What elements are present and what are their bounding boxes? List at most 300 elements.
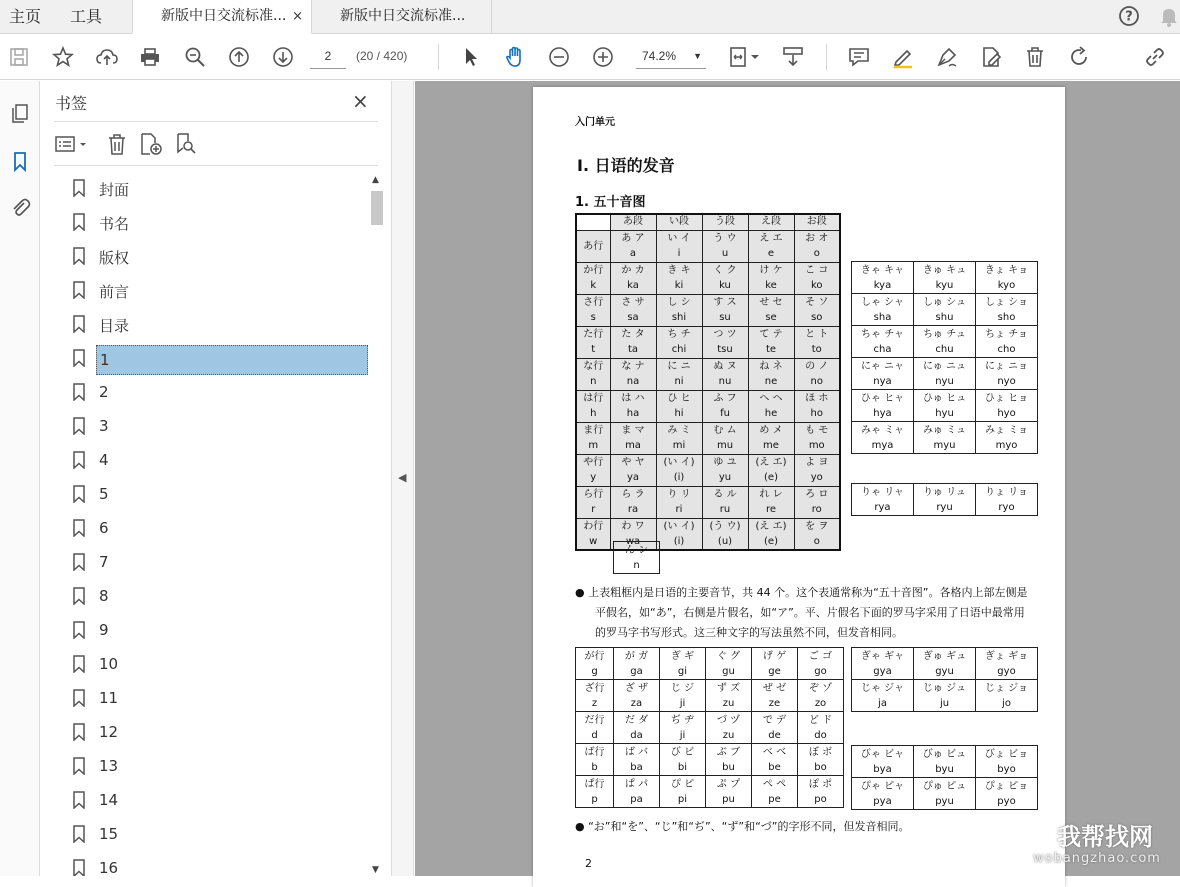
kana-cell [748,262,794,294]
romaji-text: he [764,408,778,419]
bookmark-label: 3 [99,417,109,435]
kana-cell [660,744,706,776]
romaji-text: bi [677,761,688,773]
romaji-text: o [813,535,820,547]
hand-tool-icon[interactable] [500,42,530,72]
romaji-text: nyu [935,375,954,387]
kana-cell [914,484,976,516]
kana-cell [660,648,706,680]
bookmark-item[interactable] [68,205,368,239]
romaji-text: ne [764,376,778,387]
kana-text: きゅ キュ [922,264,967,276]
panel-title: 书签 [55,94,88,113]
bookmark-item[interactable] [68,817,368,851]
print-icon[interactable] [135,42,165,72]
kana-cell [576,648,614,680]
bookmark-label: 16 [99,859,119,876]
romaji-text: zo [814,697,827,709]
bookmark-item[interactable] [68,171,368,205]
kana-cell [706,648,752,680]
yoon-handakuon-table [851,745,1038,810]
delete-icon[interactable] [1020,42,1050,72]
table-row [576,326,840,358]
kana-cell [914,422,976,454]
kana-cell [914,390,976,422]
romaji-text: pu [722,793,735,805]
kana-text: ぜ ゼ [762,682,787,694]
bookmark-item[interactable] [68,443,368,477]
bookmark-list [40,171,368,876]
romaji-text: be [768,761,781,773]
kana-text: す ス [713,297,737,308]
romaji-text: mya [871,439,894,451]
romaji-text: pyo [997,795,1016,807]
kana-cell [752,712,798,744]
romaji-text: (e) [764,472,778,483]
romaji-text: pi [677,793,688,805]
scroll-up-icon[interactable]: ▲ [372,175,379,185]
bookmark-label: 14 [99,791,119,809]
scroll-mode-icon[interactable] [778,42,808,72]
kana-text: ほ ホ [805,393,829,404]
bookmark-item[interactable] [68,647,368,681]
cloud-upload-icon[interactable] [92,42,122,72]
romaji-text: ho [810,408,823,419]
bookmark-label: 5 [99,485,109,503]
kana-text: か行 [583,265,604,276]
kana-cell [656,358,702,390]
kana-text: ね ネ [759,361,783,372]
kana-text: みゅ ミュ [923,424,966,436]
kana-text: (う ウ) [709,520,741,532]
romaji-text: gyu [935,665,954,677]
kana-cell [852,326,914,358]
kana-text: わ行 [583,520,604,532]
new-bookmark-icon[interactable] [138,131,164,157]
kana-cell [914,680,976,712]
bookmark-item[interactable] [68,579,368,613]
kana-text: ぎゃ ギャ [860,650,905,662]
kana-cell [702,358,748,390]
share-link-icon[interactable] [1140,42,1170,72]
panel-splitter[interactable] [392,81,414,876]
romaji-text: p [591,793,598,805]
romaji-text: nu [718,376,732,387]
kana-cell [656,518,702,550]
kana-text: な行 [583,361,604,372]
fit-page-icon[interactable] [724,42,764,72]
kana-cell [702,454,748,486]
bell-icon[interactable] [1158,5,1180,27]
kana-cell [852,358,914,390]
kana-text: ぴゃ ピャ [860,780,905,792]
tab-close-icon[interactable]: × [292,9,303,24]
kana-text: そ ソ [805,297,829,308]
kana-cell [656,486,702,518]
kana-cell [656,262,702,294]
romaji-text: kya [873,279,892,291]
romaji-text: pa [630,793,643,805]
kana-text: ぺ ペ [762,778,787,790]
kana-text: ふ フ [713,393,737,404]
table-row [576,776,844,808]
kana-text: た行 [583,329,604,340]
kana-cell [576,358,610,390]
kana-text: ひょ ヒョ [984,392,1029,404]
kana-text: う ウ [713,233,737,244]
kana-cell [660,776,706,808]
romaji-text: bo [814,761,827,773]
page-number: 2 [585,857,592,870]
kana-text: みゃ ミャ [861,424,904,436]
kana-cell [976,648,1038,680]
bookmark-icon [72,655,86,677]
romaji-text: nyo [997,375,1016,387]
romaji-text: rya [874,501,891,513]
kana-text: ゆ ユ [713,457,737,468]
kana-cell [752,776,798,808]
romaji-text: n [590,376,597,387]
kana-cell [794,422,840,454]
romaji-text: po [814,793,827,805]
pages-icon[interactable] [6,99,34,127]
kana-text: にゃ ニャ [861,360,904,372]
bookmark-item[interactable] [68,851,368,876]
edit-document-icon[interactable] [976,42,1006,72]
kana-cell [748,454,794,486]
kana-text: ろ ロ [805,489,829,500]
kana-cell [976,680,1038,712]
romaji-text: su [719,312,731,323]
kana-text: る ル [713,489,737,500]
kana-text: しゃ シャ [861,296,904,308]
romaji-text: myu [933,439,956,451]
bookmark-label: 6 [99,519,109,537]
comment-icon[interactable] [844,42,874,72]
romaji-text: ju [939,697,950,709]
bookmark-item[interactable] [68,273,368,307]
zoom-out-icon[interactable] [544,42,574,72]
kana-text: ひゅ ヒュ [922,392,967,404]
kana-text: た タ [621,329,645,340]
kana-text: (え エ) [755,520,787,532]
bookmark-item[interactable] [68,749,368,783]
panel-scrollbar[interactable] [369,175,385,875]
bookmark-item[interactable] [68,681,368,715]
page-up-icon[interactable] [224,42,254,72]
kana-cell [976,484,1038,516]
romaji-text: y [590,472,597,483]
note-line: 的罗马字书写形式。这三种文字的写法虽然不同，但发音相同。 [595,626,903,639]
romaji-text: fu [720,408,730,419]
watermark-url: wobangzhao.com [1033,851,1161,866]
kana-text: へ ヘ [759,393,783,404]
divider [54,165,378,166]
scroll-down-icon[interactable]: ▼ [372,865,379,875]
highlight-icon[interactable] [888,42,918,72]
bookmark-item[interactable] [68,613,368,647]
tab-document-1[interactable] [132,0,312,34]
kana-text: こ コ [805,265,829,276]
kana-text: だ行 [584,714,605,726]
kana-cell [656,294,702,326]
document-view[interactable] [415,81,1180,876]
zoom-level-value: 74.2% [642,49,677,63]
kana-cell [852,294,914,326]
kana-cell [914,778,976,810]
kana-text: で デ [762,714,787,726]
romaji-text: sho [997,311,1016,323]
menu-tools[interactable]: 工具 [70,7,103,26]
romaji-text: gyo [997,665,1016,677]
table-row [852,746,1038,778]
note-line: 平假名，如“あ”，右侧是片假名，如“ア”。平、片假名下面的罗马字采用了日语中最常用 [595,606,1025,619]
romaji-text: r [591,504,596,515]
watermark-text: 我帮找网 [1057,823,1153,851]
bookmark-panel-icon[interactable] [6,147,34,175]
romaji-text: yo [810,472,823,483]
romaji-text: m [588,440,599,451]
kana-text: つ ツ [713,329,737,340]
table-row [852,484,1038,516]
table-row [576,230,840,262]
kana-cell [702,230,748,262]
kana-cell [794,518,840,550]
kana-text: (い イ) [663,520,695,532]
kana-text: を ヲ [805,520,829,532]
bookmark-label: 封面 [99,181,130,199]
romaji-text: a [629,248,637,259]
bookmark-options-icon[interactable] [54,131,90,157]
bookmark-icon [72,247,86,269]
kana-cell [852,778,914,810]
table-row [852,648,1038,680]
bookmark-icon [72,315,86,337]
kana-cell [914,358,976,390]
bookmark-label: 2 [99,383,109,401]
kana-cell [976,778,1038,810]
romaji-text: ku [719,280,731,291]
kana-text: ぬ ヌ [713,361,737,372]
kana-text: て テ [759,329,783,340]
zoom-level-select[interactable] [636,43,706,69]
select-pointer-icon[interactable] [456,42,486,72]
romaji-text: kyo [997,279,1016,291]
romaji-text: sa [627,312,639,323]
pdf-page [533,87,1065,887]
bookmark-item[interactable] [68,545,368,579]
kana-text: ぱ パ [624,778,649,790]
note-line: ● 上表粗框内是日语的主要音节，共 44 个。这个表通常称为“五十音图”。各格内上部左侧是 [575,586,1028,599]
table-row [576,744,844,776]
romaji-text: sha [873,311,892,323]
column-header: お段 [794,214,840,230]
gojuon-table [575,213,841,551]
kana-cell [748,358,794,390]
kana-text: ご ゴ [808,650,833,662]
romaji-text: re [765,504,777,515]
delete-bookmark-icon[interactable] [106,131,128,157]
romaji-text: s [590,312,596,323]
rotate-icon[interactable] [1064,42,1094,72]
bookmark-label: 10 [99,655,119,673]
romaji-text: ga [630,665,643,677]
panel-close-icon[interactable]: × [352,89,369,113]
kana-text: ま行 [583,425,604,436]
bookmark-label: 12 [99,723,119,741]
romaji-text: pyu [935,795,954,807]
bookmark-icon [72,689,86,711]
kana-cell [614,776,660,808]
kana-cell [614,680,660,712]
zoom-search-icon[interactable] [180,42,210,72]
watermark [1023,811,1180,871]
romaji-text: go [814,665,827,677]
toolbar-divider [438,44,439,70]
kana-cell [610,454,656,486]
kana-cell [748,390,794,422]
kana-text: ば バ [624,746,649,758]
romaji-text: za [630,697,643,709]
table-row [576,294,840,326]
corner-cell [576,214,610,230]
kana-text: は ハ [621,393,645,404]
bookmark-icon [72,859,86,876]
bookmark-item[interactable] [68,783,368,817]
romaji-text: o [813,248,820,259]
kana-cell [702,262,748,294]
romaji-text: mo [808,440,825,451]
kana-cell [576,518,610,550]
kana-text: ぽ ポ [808,778,833,790]
scrollbar-thumb[interactable] [371,191,383,225]
table-row [576,262,840,294]
kana-text: げ ゲ [762,650,787,662]
magnifier-icon [1027,815,1057,845]
romaji-text: ge [768,665,781,677]
kana-cell [852,262,914,294]
kana-cell [852,484,914,516]
section-title: 1. 五十音图 [575,195,646,210]
bookmark-item[interactable] [68,307,368,341]
kana-text: (い イ) [663,457,695,468]
bookmark-label: 4 [99,451,109,469]
romaji-text: byu [935,763,954,775]
kana-text: が ガ [624,650,649,662]
bookmark-label: 8 [99,587,109,605]
kana-cell [794,486,840,518]
kana-text: きょ キョ [984,264,1029,276]
kana-cell [614,744,660,776]
column-header: え段 [748,214,794,230]
menu-home[interactable]: 主页 [9,7,42,26]
romaji-text: ma [625,440,641,451]
table-row [852,422,1038,454]
bookmark-label: 9 [99,621,109,639]
kana-cell [660,680,706,712]
table-row [852,326,1038,358]
kana-cell [656,390,702,422]
kana-cell [706,712,752,744]
kana-text: り リ [667,489,691,500]
kana-text: ぷ プ [716,778,741,790]
chevron-down-icon: ▼ [693,51,702,61]
tab-document-2[interactable] [312,0,492,34]
bookmark-item[interactable] [68,477,368,511]
romaji-text: n [633,559,640,571]
kana-text: ひゃ ヒャ [860,392,905,404]
kana-text: ら ラ [621,489,645,500]
romaji-text: zu [722,697,735,709]
toolbar-divider [826,44,827,70]
romaji-text: g [591,665,598,677]
kana-text: ち チ [667,329,691,340]
bookmark-item[interactable] [68,511,368,545]
bookmark-icon [72,621,86,643]
kana-text: け ケ [759,265,783,276]
bookmark-icon [72,383,86,405]
draw-pen-icon[interactable] [932,42,962,72]
bookmark-item[interactable] [68,375,368,409]
tab-label: 新版中日交流标准... [161,8,287,24]
romaji-text: z [591,697,598,709]
table-row [614,542,660,574]
kana-cell [748,422,794,454]
bookmark-icon [72,485,86,507]
kana-cell [752,680,798,712]
kana-cell [852,746,914,778]
kana-text: の ノ [805,361,829,372]
kana-cell [576,454,610,486]
kana-cell [702,294,748,326]
romaji-text: hya [873,407,892,419]
bookmark-label: 13 [99,757,119,775]
kana-text: さ サ [621,297,645,308]
kana-cell [748,518,794,550]
bookmark-item[interactable] [68,239,368,273]
page-down-icon[interactable] [268,42,298,72]
bookmark-item[interactable] [68,409,368,443]
bookmark-item[interactable] [68,341,368,375]
bookmark-search-icon[interactable] [174,131,200,157]
save-icon[interactable] [4,42,34,72]
kana-cell [576,262,610,294]
bookmark-label: 书名 [99,215,130,233]
kana-cell [752,648,798,680]
kana-text: ぎ ギ [670,650,695,662]
romaji-text: zu [722,729,735,741]
page-number-input[interactable] [310,43,346,69]
kana-text: じ ジ [670,682,695,694]
star-icon[interactable] [48,42,78,72]
table-row [576,454,840,486]
kana-text: れ レ [759,489,783,500]
collapse-panel-icon[interactable]: ◀ [398,471,407,484]
yoon-table-r [851,483,1038,516]
kana-cell [914,746,976,778]
bookmark-item[interactable] [68,715,368,749]
attachment-icon[interactable] [6,193,34,221]
help-icon[interactable] [1118,5,1140,27]
romaji-text: so [811,312,823,323]
romaji-text: ki [674,280,684,291]
table-row [576,358,840,390]
zoom-in-icon[interactable] [588,42,618,72]
table-row [852,294,1038,326]
kana-text: ちゃ チャ [861,328,904,340]
bookmark-icon [72,723,86,745]
kana-cell [576,230,610,262]
